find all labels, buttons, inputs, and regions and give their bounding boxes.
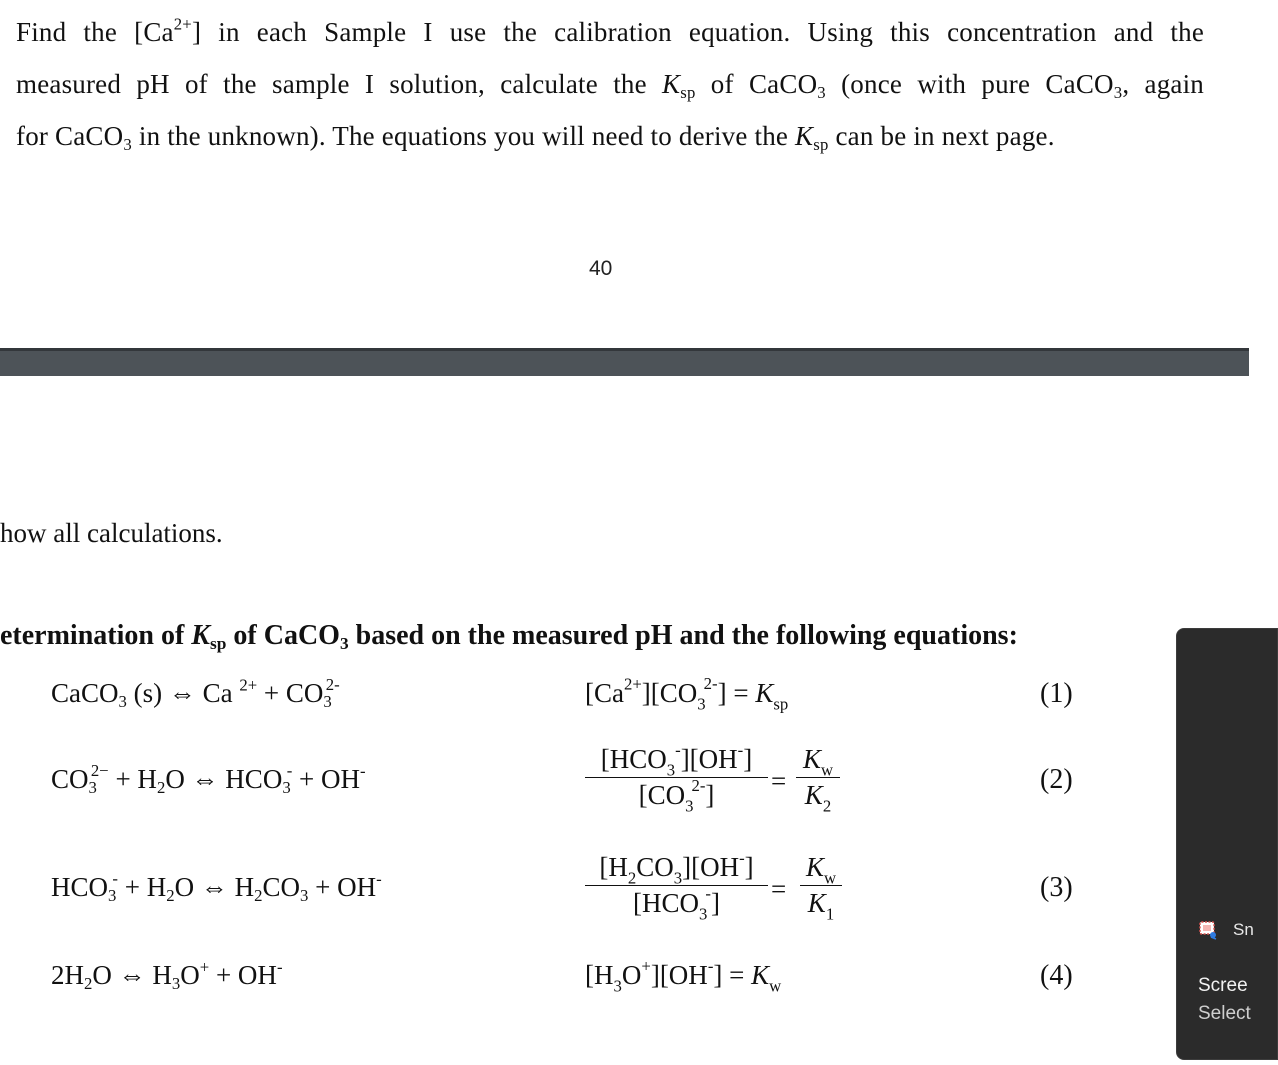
text: ] (743, 744, 753, 774)
notification-body: Select (1198, 1003, 1251, 1024)
text: ] = (713, 960, 752, 990)
superscript: - (376, 869, 382, 889)
superscript: - (675, 740, 681, 760)
superscript: 2- (691, 776, 706, 796)
subscript: w (820, 760, 834, 780)
text: in the unknown). The equations you will need to derive the (131, 121, 796, 151)
subscript: 2 (822, 796, 832, 816)
subscript: 3 (339, 634, 349, 654)
text: + H (108, 764, 157, 794)
superscript: - (286, 761, 293, 781)
text: can be in next page. (828, 121, 1055, 151)
subscript: sp (209, 634, 227, 654)
text: Find the [Ca (16, 17, 174, 47)
expression-1 (585, 674, 789, 714)
text: CO (636, 852, 674, 882)
numerator (800, 852, 842, 888)
subscript: sp (813, 135, 829, 155)
subscript: sp (680, 83, 696, 103)
text: + H (117, 872, 167, 902)
denominator (585, 884, 768, 924)
text: O (621, 960, 642, 990)
superscript: - (360, 761, 366, 781)
text: O (180, 960, 200, 990)
superscript: - (737, 740, 744, 760)
superscript: 2- (325, 675, 340, 695)
k-symbol: K (751, 960, 770, 990)
text: ][OH (680, 744, 738, 774)
equation-number-4: (4) (1040, 960, 1073, 991)
subscript: 2 (156, 778, 166, 798)
text: [H (599, 852, 628, 882)
k-symbol: K (795, 121, 814, 151)
text: ] in each Sample I use the calibration equation. Using this concentration and the (191, 17, 1204, 47)
subscript: 3 (613, 976, 622, 996)
numerator (585, 848, 768, 888)
paragraph-line-1 (16, 6, 1204, 58)
text: of CaCO (695, 69, 818, 99)
paragraph-line-2 (16, 58, 1204, 110)
text: 2H (51, 960, 84, 990)
reaction-2 (51, 761, 366, 798)
superscript: - (707, 956, 714, 976)
superscript: - (276, 957, 283, 977)
subscript: 3 (323, 692, 332, 712)
subscript: 3 (685, 796, 694, 816)
text: HCO (51, 872, 109, 902)
subscript: 1 (825, 904, 835, 924)
text: [HCO (633, 888, 700, 918)
subscript: 3 (282, 778, 291, 798)
superscript: - (705, 884, 711, 904)
text: + CO (257, 678, 324, 708)
text: + OH (308, 872, 377, 902)
numerator (796, 744, 840, 780)
subscript: 3 (88, 778, 97, 798)
text: measured pH of the sample I solution, calculate the (16, 69, 663, 99)
show-calculations-text: how all calculations. (0, 518, 223, 548)
equals-sign: = (771, 766, 787, 796)
equation-number-2: (2) (1040, 764, 1073, 795)
expression-4 (585, 956, 782, 996)
text: O ⇔ HCO (165, 764, 283, 794)
superscript: + (199, 957, 210, 977)
paragraph-line-3 (16, 110, 1055, 162)
subscript: 2 (84, 974, 93, 994)
fraction-3-right (800, 852, 842, 924)
snipping-tool-icon (1198, 920, 1218, 940)
fraction-bar (585, 777, 768, 778)
k-symbol: K (804, 780, 823, 810)
subscript: 3 (108, 886, 117, 906)
k-symbol: K (755, 678, 774, 708)
text: ] = (717, 678, 756, 708)
text: [HCO (600, 744, 667, 774)
superscript: 2+ (239, 675, 258, 695)
notification-app-name: Sn (1233, 920, 1254, 939)
notification-title: Scree (1198, 975, 1248, 996)
subscript: 3 (699, 904, 708, 924)
section-heading (0, 620, 1018, 652)
subscript: 2 (627, 868, 637, 888)
subscript: w (769, 976, 782, 996)
text: ][OH (650, 960, 708, 990)
equals-sign: = (771, 874, 787, 904)
k-symbol: K (807, 888, 826, 918)
denominator (796, 780, 840, 816)
subscript: 3 (697, 694, 706, 714)
text: + OH (209, 960, 277, 990)
text: etermination of (0, 620, 192, 651)
subscript: 3 (666, 760, 676, 780)
subscript: 2 (254, 886, 263, 906)
k-symbol: K (662, 69, 681, 99)
reaction-1 (51, 675, 340, 712)
equation-number-1: (1) (1040, 678, 1073, 709)
text: [CO (638, 780, 686, 810)
text: for CaCO (16, 121, 124, 151)
fraction-3-left (585, 848, 768, 924)
k-symbol: K (802, 744, 821, 774)
k-symbol: K (191, 620, 210, 651)
text: (once with pure CaCO (825, 69, 1114, 99)
subscript: 3 (299, 886, 309, 906)
k-symbol: K (805, 852, 824, 882)
fraction-2-left (585, 740, 768, 816)
subscript: 2 (166, 886, 175, 906)
text: ][OH (682, 852, 740, 882)
subscript: 3 (1113, 83, 1123, 103)
superscript: 2− (90, 761, 109, 781)
superscript: 2- (703, 674, 718, 694)
subscript: 3 (673, 868, 683, 888)
page-number: 40 (589, 257, 613, 280)
subscript: 3 (817, 83, 826, 103)
text: CaCO (51, 678, 119, 708)
page-separator (0, 348, 1249, 376)
text: ][CO (641, 678, 698, 708)
text: O ⇔ H (174, 872, 255, 902)
fraction-bar (796, 777, 840, 778)
text: based on the measured pH and the following equations: (348, 620, 1018, 651)
text: of CaCO (226, 620, 340, 651)
text: + OH (292, 764, 361, 794)
denominator (800, 888, 842, 924)
superscript: 2+ (623, 674, 642, 694)
numerator (585, 740, 768, 780)
superscript: - (739, 848, 745, 868)
text: CO (262, 872, 300, 902)
text: CO (51, 764, 89, 794)
reaction-3 (51, 869, 382, 906)
denominator (585, 776, 768, 816)
equation-number-3: (3) (1040, 872, 1073, 903)
fraction-2-right (796, 744, 840, 816)
text: , again (1122, 69, 1204, 99)
page-separator-edge (0, 348, 1249, 351)
subscript: 3 (123, 135, 132, 155)
superscript: + (641, 956, 651, 976)
subscript: 3 (171, 974, 181, 994)
superscript: 2+ (173, 14, 192, 34)
text: (s) ⇔ Ca (126, 678, 240, 708)
text: [H (585, 960, 614, 990)
text: [Ca (585, 678, 624, 708)
subscript: w (823, 868, 837, 888)
superscript: - (112, 869, 118, 889)
subscript: 3 (118, 692, 127, 712)
subscript: sp (773, 694, 789, 714)
text: ] (710, 888, 720, 918)
reaction-4 (51, 957, 283, 994)
text: ] (705, 780, 715, 810)
text: O ⇔ H (92, 960, 172, 990)
text: ] (744, 852, 754, 882)
